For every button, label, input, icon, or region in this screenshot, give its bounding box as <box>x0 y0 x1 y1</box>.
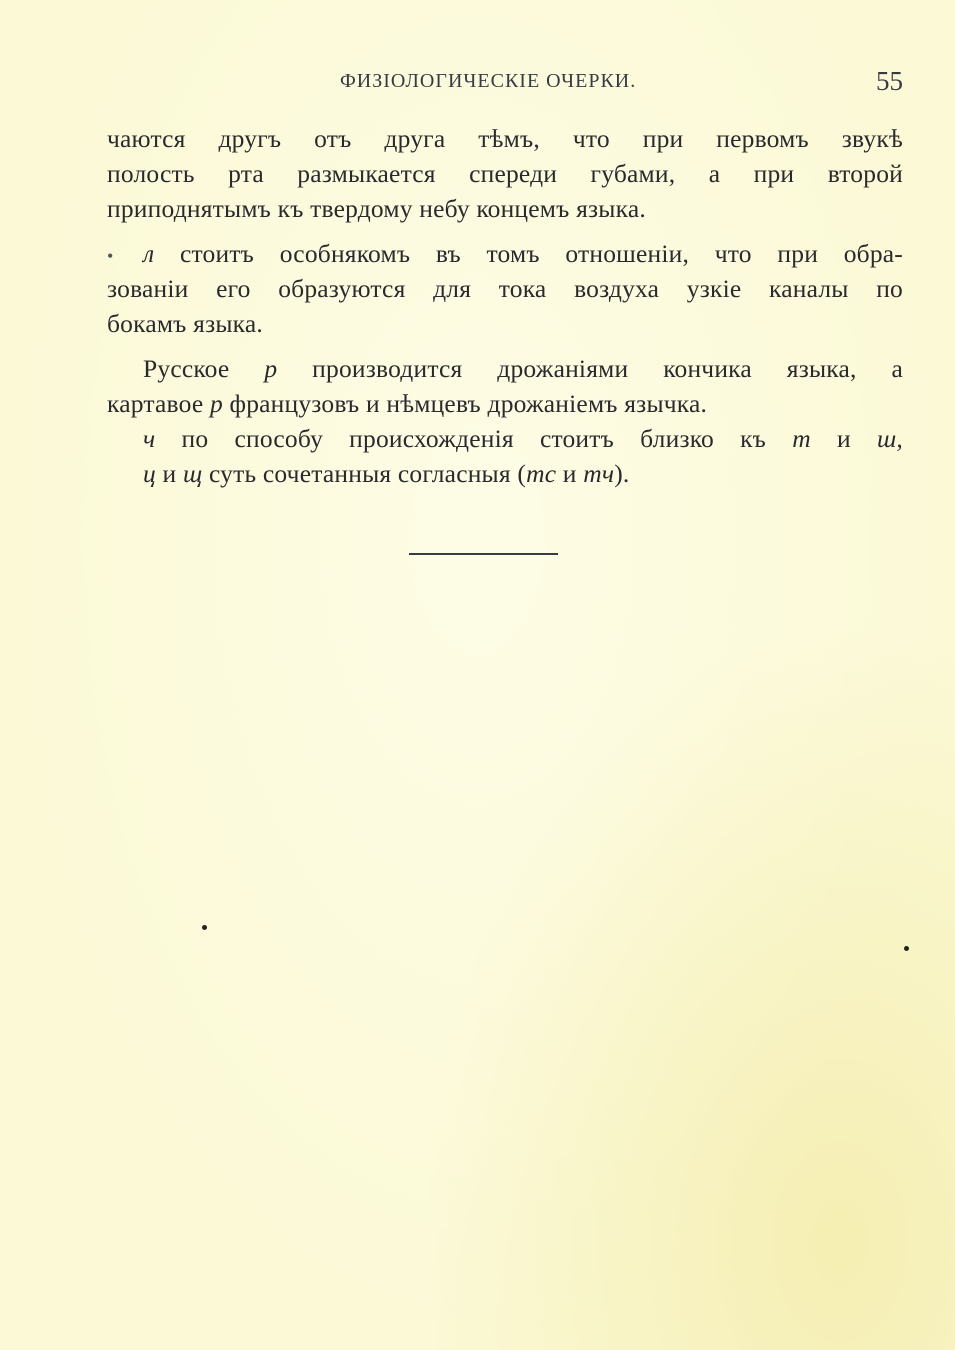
text-line: бокамъ языка. <box>107 309 263 338</box>
text-span: и <box>556 459 584 488</box>
paragraph-1 <box>107 121 903 226</box>
text-line <box>107 351 903 386</box>
italic-letter: р <box>264 354 278 383</box>
text-line <box>107 236 903 271</box>
running-title: ФИЗІОЛОГИЧЕСКІЕ ОЧЕРКИ. <box>340 70 637 92</box>
text-span: ). <box>614 459 630 488</box>
italic-letter: ц <box>143 459 156 488</box>
body-text <box>107 121 903 491</box>
italic-letter: тс <box>526 459 557 488</box>
text-line <box>107 456 903 491</box>
paragraph-4 <box>107 421 903 491</box>
italic-letter: т <box>792 424 811 453</box>
text-line: зованіи его образуются для тока воздуха узкіе каналы по <box>107 274 903 303</box>
running-head <box>0 66 955 96</box>
paragraph-2 <box>107 236 903 341</box>
ink-speck <box>202 925 207 930</box>
italic-letter: р <box>209 389 223 418</box>
italic-letter: тч <box>583 459 615 488</box>
text-span: суть сочетанныя согласныя ( <box>202 459 527 488</box>
text-line: чаются другъ отъ друга тѣмъ, что при первомъ звукѣ <box>107 124 903 153</box>
paragraph-3 <box>107 351 903 421</box>
bullet-mark: • <box>107 246 114 266</box>
italic-letter: ш, <box>876 424 904 453</box>
text-line: приподнятымъ къ твердому небу концемъ языка. <box>107 194 646 223</box>
text-span: производится дрожаніями кончика языка, а <box>277 354 903 383</box>
text-line <box>107 386 903 421</box>
text-span: Русское <box>143 354 265 383</box>
italic-letter: ч <box>143 424 156 453</box>
italic-letter: л <box>143 239 155 268</box>
text-span: по способу происхожденія стоитъ близко къ <box>155 424 793 453</box>
text-span: стоитъ особнякомъ въ томъ отношеніи, что при обра- <box>154 239 903 268</box>
text-span: и <box>810 424 877 453</box>
section-end-rule <box>409 553 558 555</box>
text-line <box>107 421 903 456</box>
text-span: французовъ и нѣмцевъ дрожаніемъ язычка. <box>222 389 708 418</box>
text-span: и <box>155 459 183 488</box>
ink-speck <box>904 946 909 951</box>
page-number: 55 <box>876 66 903 96</box>
italic-letter: щ <box>182 459 203 488</box>
text-line: полость рта размыкается спереди губами, а при второй <box>107 159 903 188</box>
text-span: картавое <box>107 389 210 418</box>
